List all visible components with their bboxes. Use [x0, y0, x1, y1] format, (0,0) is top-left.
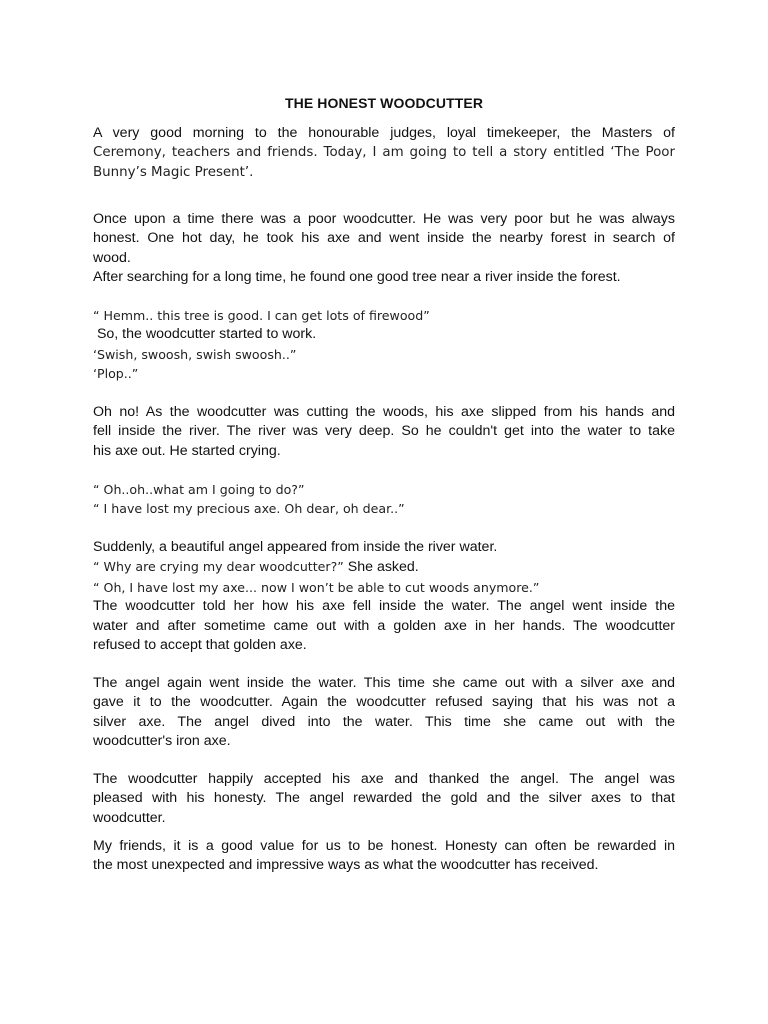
- story-paragraph-4: [93, 674, 675, 752]
- document-title: THE HONEST WOODCUTTER: [284, 95, 484, 111]
- p3-line-6: refused to accept that golden axe.: [93, 637, 307, 654]
- d1-line-2: So, the woodcutter started to work.: [93, 326, 317, 343]
- intro-line-3: Bunny’s Magic Present’.: [93, 164, 254, 180]
- intro-paragraph: [93, 124, 675, 182]
- p4-line-1: The angel again went inside the water. This time she came out with a silver axe and: [93, 675, 675, 691]
- story-paragraph-5: [93, 770, 675, 828]
- p2-line-2: fell inside the river. The river was very deep. So he couldn't get into the water to take: [93, 423, 675, 440]
- p1-line-4: After searching for a long time, he found one good tree near a river inside the forest.: [93, 269, 621, 286]
- p3-line-2-tag: She asked.: [343, 559, 419, 576]
- p4-line-2: gave it to the woodcutter. Again the woodcutter refused saying that his was not a: [93, 694, 675, 711]
- conclusion-paragraph: [93, 837, 675, 876]
- intro-line-2: Ceremony, teachers and friends. Today, I am going to tell a story entitled ‘The Poor: [93, 145, 675, 161]
- p4-line-4: woodcutter's iron axe.: [93, 733, 231, 750]
- d1-line-4: ‘Plop..”: [93, 366, 139, 382]
- p2-line-1: Oh no! As the woodcutter was cutting the woods, his axe slipped from his hands and: [93, 404, 675, 420]
- p5-line-1: The woodcutter happily accepted his axe and thanked the angel. The angel was: [93, 771, 675, 787]
- p2-line-3: his axe out. He started crying.: [93, 442, 281, 459]
- dialogue-block-2: [93, 480, 675, 519]
- story-paragraph-3: [93, 538, 675, 655]
- d2-line-1: “ Oh..oh..what am I going to do?”: [93, 482, 305, 497]
- p3-line-5: water and after sometime came out with a golden axe in her hands. The woodcutter: [93, 617, 675, 634]
- story-paragraph-2: [93, 403, 675, 461]
- d2-line-2: “ I have lost my precious axe. Oh dear, oh dear..”: [93, 501, 405, 517]
- conclusion-line-1: My friends, it is a good value for us to be honest. Honesty can often be rewarded in: [93, 838, 675, 854]
- p3-line-3: “ Oh, I have lost my axe... now I won’t be able to cut woods anymore.”: [93, 579, 540, 595]
- p5-line-2: pleased with his honesty. The angel rewarded the gold and the silver axes to that: [93, 790, 675, 807]
- d1-line-3: ‘Swish, swoosh, swish swoosh..”: [93, 346, 297, 362]
- p1-line-2: honest. One hot day, he took his axe and went inside the nearby forest in search of: [93, 230, 675, 247]
- dialogue-block-1: [93, 306, 675, 384]
- p1-line-3: wood.: [93, 249, 131, 266]
- conclusion-line-2: the most unexpected and impressive ways as what the woodcutter has received.: [93, 857, 599, 874]
- p3-line-2-quote: “ Why are crying my dear woodcutter?”: [93, 559, 344, 575]
- p4-line-3: silver axe. The angel dived into the water. This time she came out with the: [93, 713, 675, 730]
- story-paragraph-1: [93, 210, 675, 288]
- p3-line-2: [93, 557, 675, 577]
- d1-line-1: “ Hemm.. this tree is good. I can get lots of firewood”: [93, 308, 430, 323]
- p3-line-1: Suddenly, a beautiful angel appeared from inside the river water.: [93, 539, 498, 555]
- intro-line-1: A very good morning to the honourable judges, loyal timekeeper, the Masters of: [93, 125, 675, 141]
- p3-line-4: The woodcutter told her how his axe fell inside the water. The angel went inside the: [93, 598, 675, 615]
- p5-line-3: woodcutter.: [93, 809, 166, 826]
- p1-line-1: Once upon a time there was a poor woodcutter. He was very poor but he was always: [93, 211, 675, 227]
